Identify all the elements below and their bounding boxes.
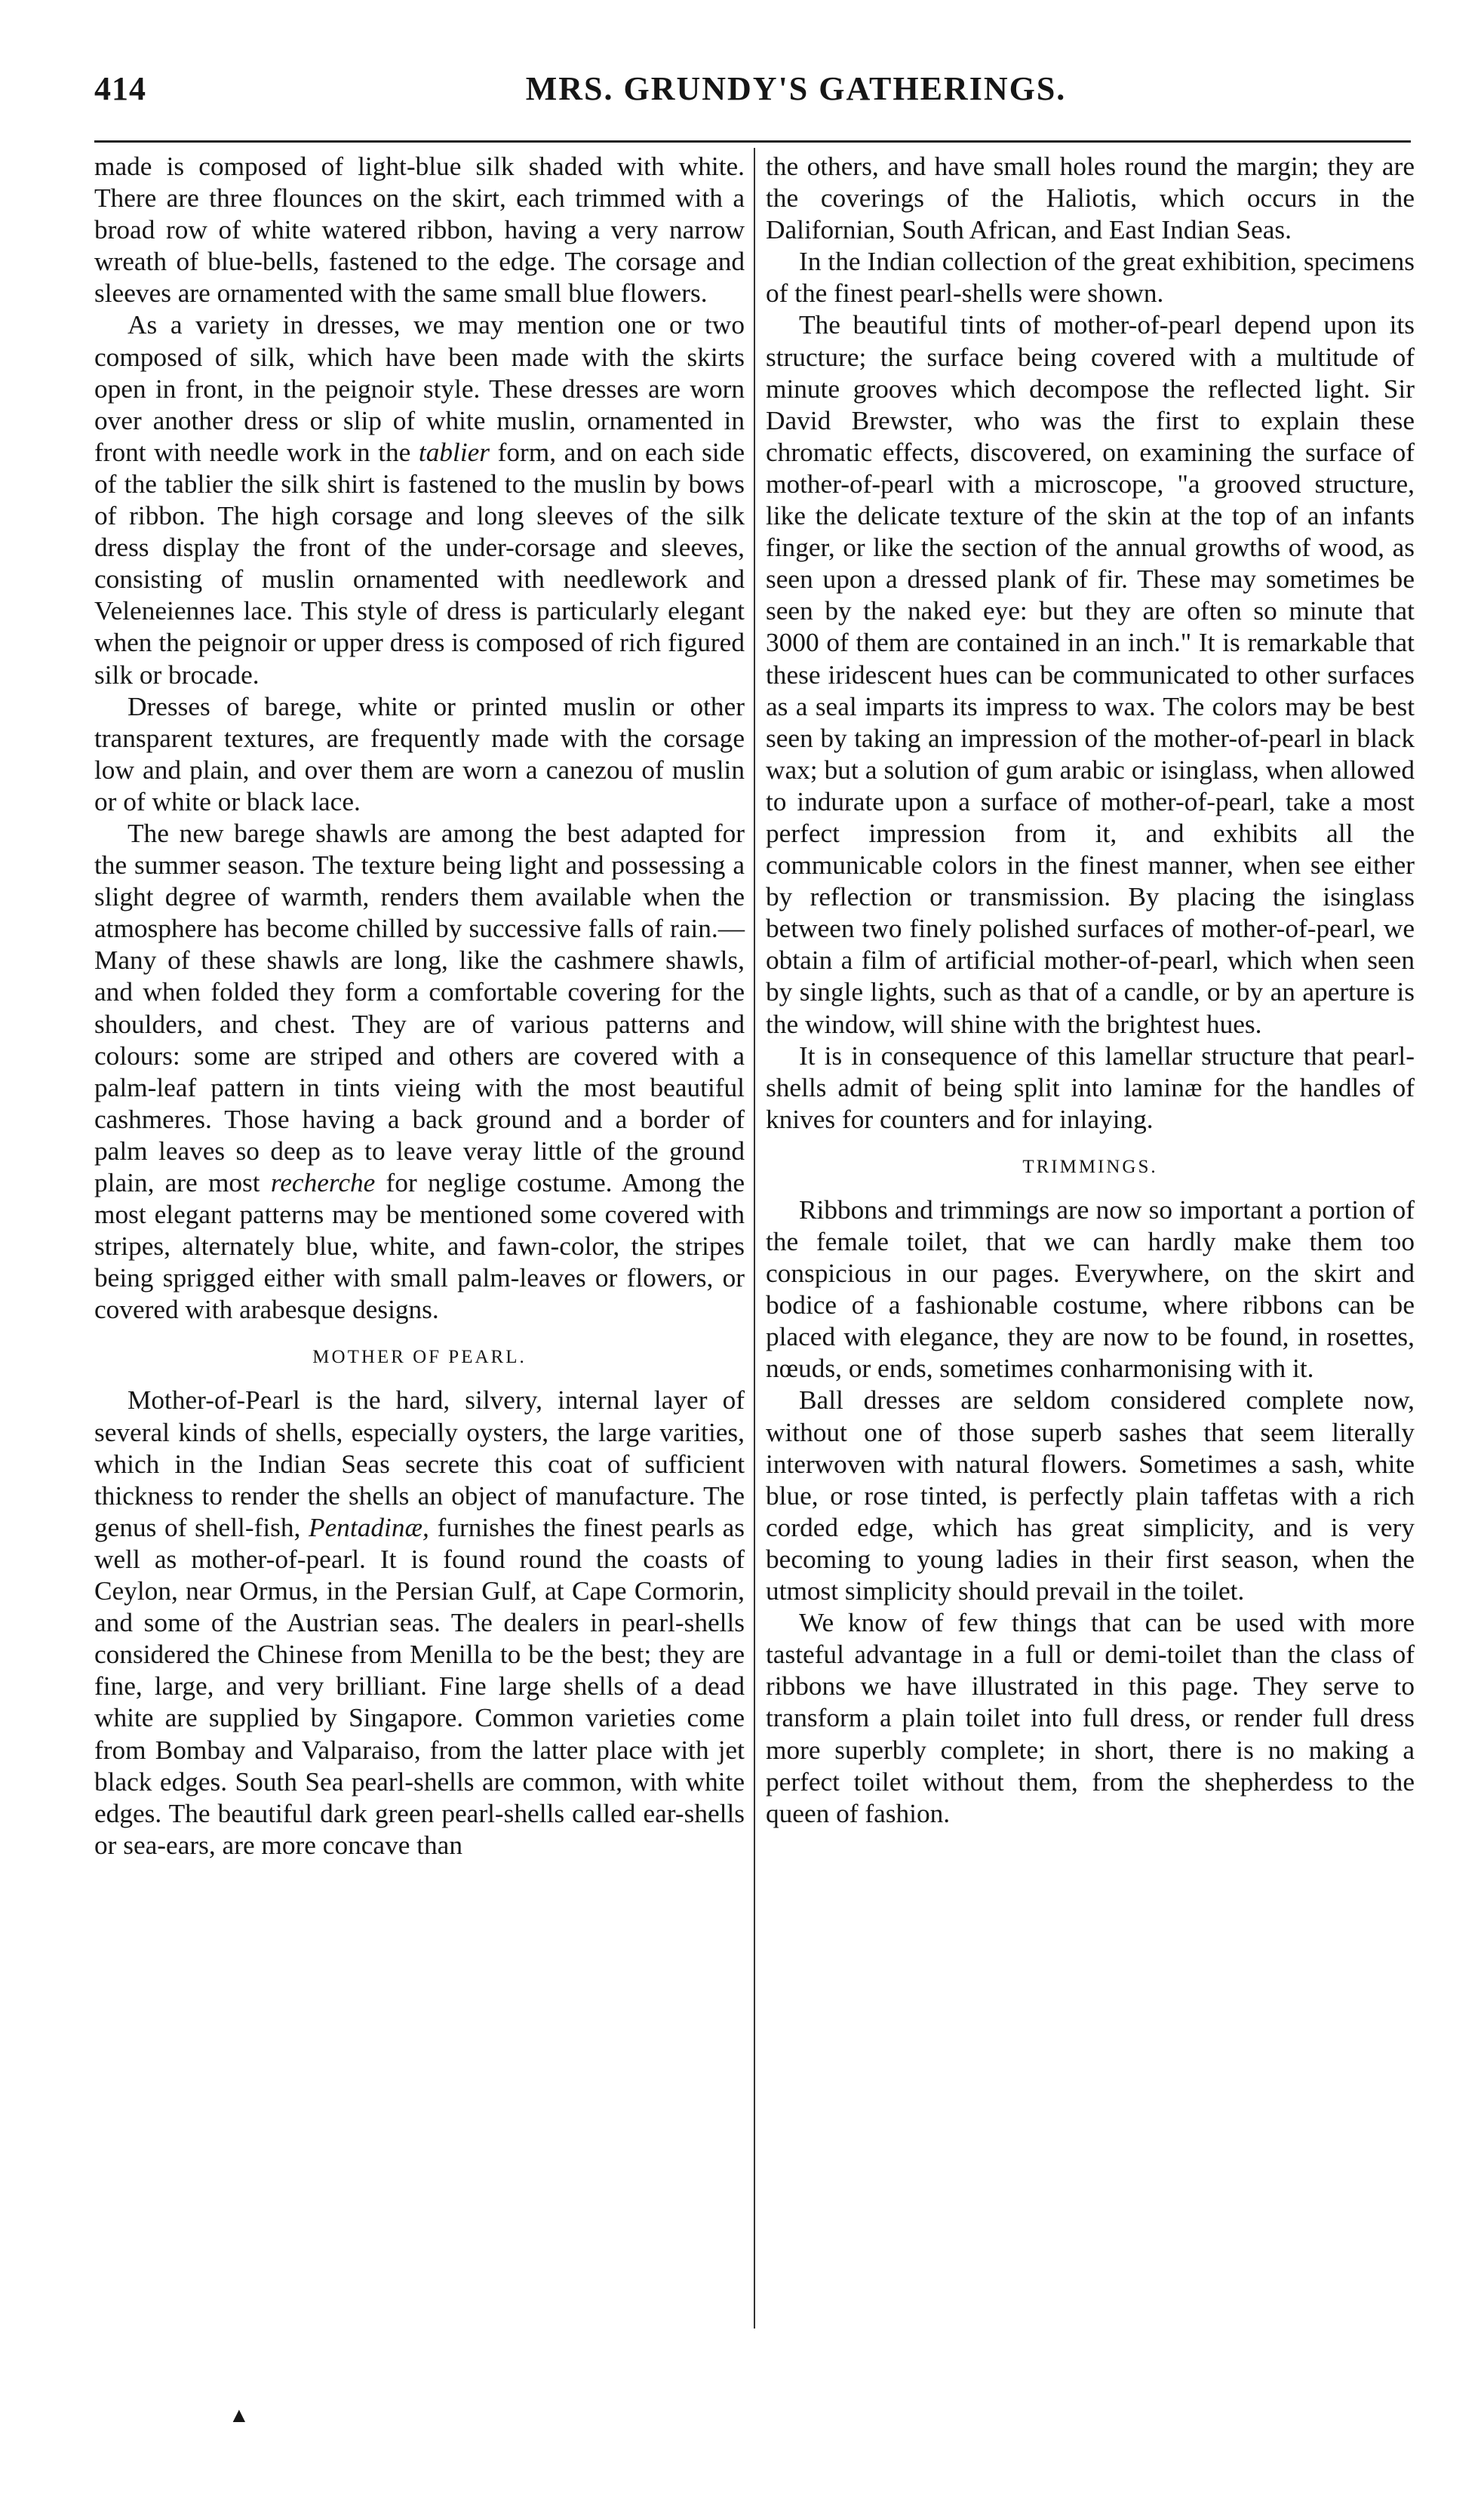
paragraph: Ball dresses are seldom considered complete now, without one of those superb sashes that seem literally interwoven with natural flowers. Sometimes a sash, white blue, or rose tinted, is perfectly plain taffetas with a rich corded edge, which has great simplicity, and is very becoming to young ladies in their first season, when the utmost simplicity should prevail in the toilet. [766, 1385, 1415, 1606]
column-divider [754, 148, 755, 2329]
paragraph: We know of few things that can be used with more tasteful advantage in a full or demi-toilet than the class of ribbons we have illustrated in this page. They serve to transform a plain toilet into full dress, or render full dress more superbly complete; in short, there is no making a perfect toilet without them, from the shepherdess to the queen of fashion. [766, 1608, 1415, 1828]
paragraph: The beautiful tints of mother-of-pearl depend upon its structure; the surface being covered with a multitude of minute grooves which decompose the reflected light. Sir David Brewster, who was the first to explain these chromatic effects, discovered, on examining the surface of mother-of-pearl with a microscope, "a grooved structure, like the delicate texture of the skin at the top of an infants finger, or like the section of the annual growths of wood, as seen upon a dressed plank of fir. These may sometimes be seen by the naked eye: but they are often so minute that 3000 of them are contained in an inch." It is remarkable that these iridescent hues can be communicated to other surfaces as a seal imparts its impress to wax. The colors may be best seen by taking an impression of the mother-of-pearl in black wax; but a solution of gum arabic or isinglass, when allowed to indurate upon a surface of mother-of-pearl, take a most perfect impression from it, and exhibits all the communicable colors in the finest manner, when see either by reflection or transmission. By placing the isinglass between two finely polished surfaces of mother-of-pearl, we obtain a film of artificial mother-of-pearl, which when seen by single lights, such as that of a candle, or by an aperture is the window, will shine with the brightest hues. [766, 310, 1415, 1039]
page-header [94, 69, 1407, 122]
header-rule [94, 140, 1411, 143]
paragraph: In the Indian collection of the great exhibition, specimens of the finest pearl-shells were shown. [766, 247, 1415, 309]
page-number: 414 [94, 70, 146, 107]
paragraph: made is composed of light-blue silk shaded with white. There are three flounces on the skirt, each trimmed with a broad row of white watered ribbon, having a very narrow wreath of blue-bells, fastened to the edge. The corsage and sleeves are ornamented with the same small blue flowers. [94, 152, 745, 309]
paragraph: Mother-of-Pearl is the hard, silvery, internal layer of several kinds of shells, especially oysters, the large varities, which in the Indian Seas secrete this coat of sufficient thickness to render the shells an object of manufacture. The genus of shell-fish, Pentadinæ, furnishes the finest pearls as well as mother-of-pearl. It is found round the coasts of Ceylon, near Ormus, in the Persian Gulf, at Cape Cormorin, and some of the Austrian seas. The dealers in pearl-shells considered the Chinese from Menilla to be the best; they are fine, large, and very brilliant. Fine large shells of a dead white are supplied by Singapore. Common varieties come from Bombay and Valparaiso, from the latter place with jet black edges. South Sea pearl-shells are common, with white edges. The beautiful dark green pearl-shells called ear-shells or sea-ears, are more concave than [94, 1385, 745, 1860]
left-column [94, 151, 745, 1861]
section-heading-mother-of-pearl: MOTHER OF PEARL. [312, 1347, 527, 1368]
paragraph: Dresses of barege, white or printed muslin or other transparent textures, are frequently made with the corsage low and plain, and over them are worn a canezou of muslin or of white or black lace. [94, 691, 745, 816]
paragraph: It is in consequence of this lamellar structure that pearl-shells admit of being split into laminæ for the handles of knives for counters and for inlaying. [766, 1041, 1415, 1134]
paragraph: The new barege shawls are among the best adapted for the summer season. The texture being light and possessing a slight degree of warmth, renders them available when the atmosphere has become chilled by successive falls of rain.—Many of these shawls are long, like the cashmere shawls, and when folded they form a comfortable covering for the shoulders, and chest. They are of various patterns and colours: some are striped and others are covered with a palm-leaf pattern in tints vieing with the most beautiful cashmeres. Those having a back ground and a border of palm leaves so deep as to leave veray little of the ground plain, are most recherche for neglige costume. Among the most elegant patterns may be mentioned some covered with stripes, alternately blue, white, and fawn-color, the stripes being sprigged either with small palm-leaves or flowers, or covered with arabesque designs. [94, 818, 745, 1325]
paragraph: Ribbons and trimmings are now so important a portion of the female toilet, that we can hardly make them too conspicious in our pages. Everywhere, on the skirt and bodice of a fashionable costume, where ribbons can be placed with elegance, they are now to be found, in rosettes, nœuds, or ends, sometimes conharmonising with it. [766, 1194, 1415, 1384]
paragraph: the others, and have small holes round the margin; they are the coverings of the Haliotis, which occurs in the Dalifornian, South African, and East Indian Seas. [766, 152, 1415, 245]
right-column [766, 151, 1415, 1830]
stray-mark: ▲ [229, 2404, 250, 2427]
paragraph: As a variety in dresses, we may mention one or two composed of silk, which have been made with the skirts open in front, in the peignoir style. These dresses are worn over another dress or slip of white muslin, ornamented in front with needle work in the tablier form, and on each side of the tablier the silk shirt is fastened to the muslin by bows of ribbon. The high corsage and long sleeves of the silk dress display the front of the under-corsage and sleeves, consisting of muslin ornamented with needlework and Veleneiennes lace. This style of dress is particularly elegant when the peignoir or upper dress is composed of rich figured silk or brocade. [94, 310, 745, 690]
section-heading-trimmings: TRIMMINGS. [1022, 1156, 1158, 1177]
running-head: MRS. GRUNDY'S GATHERINGS. [525, 70, 1067, 107]
